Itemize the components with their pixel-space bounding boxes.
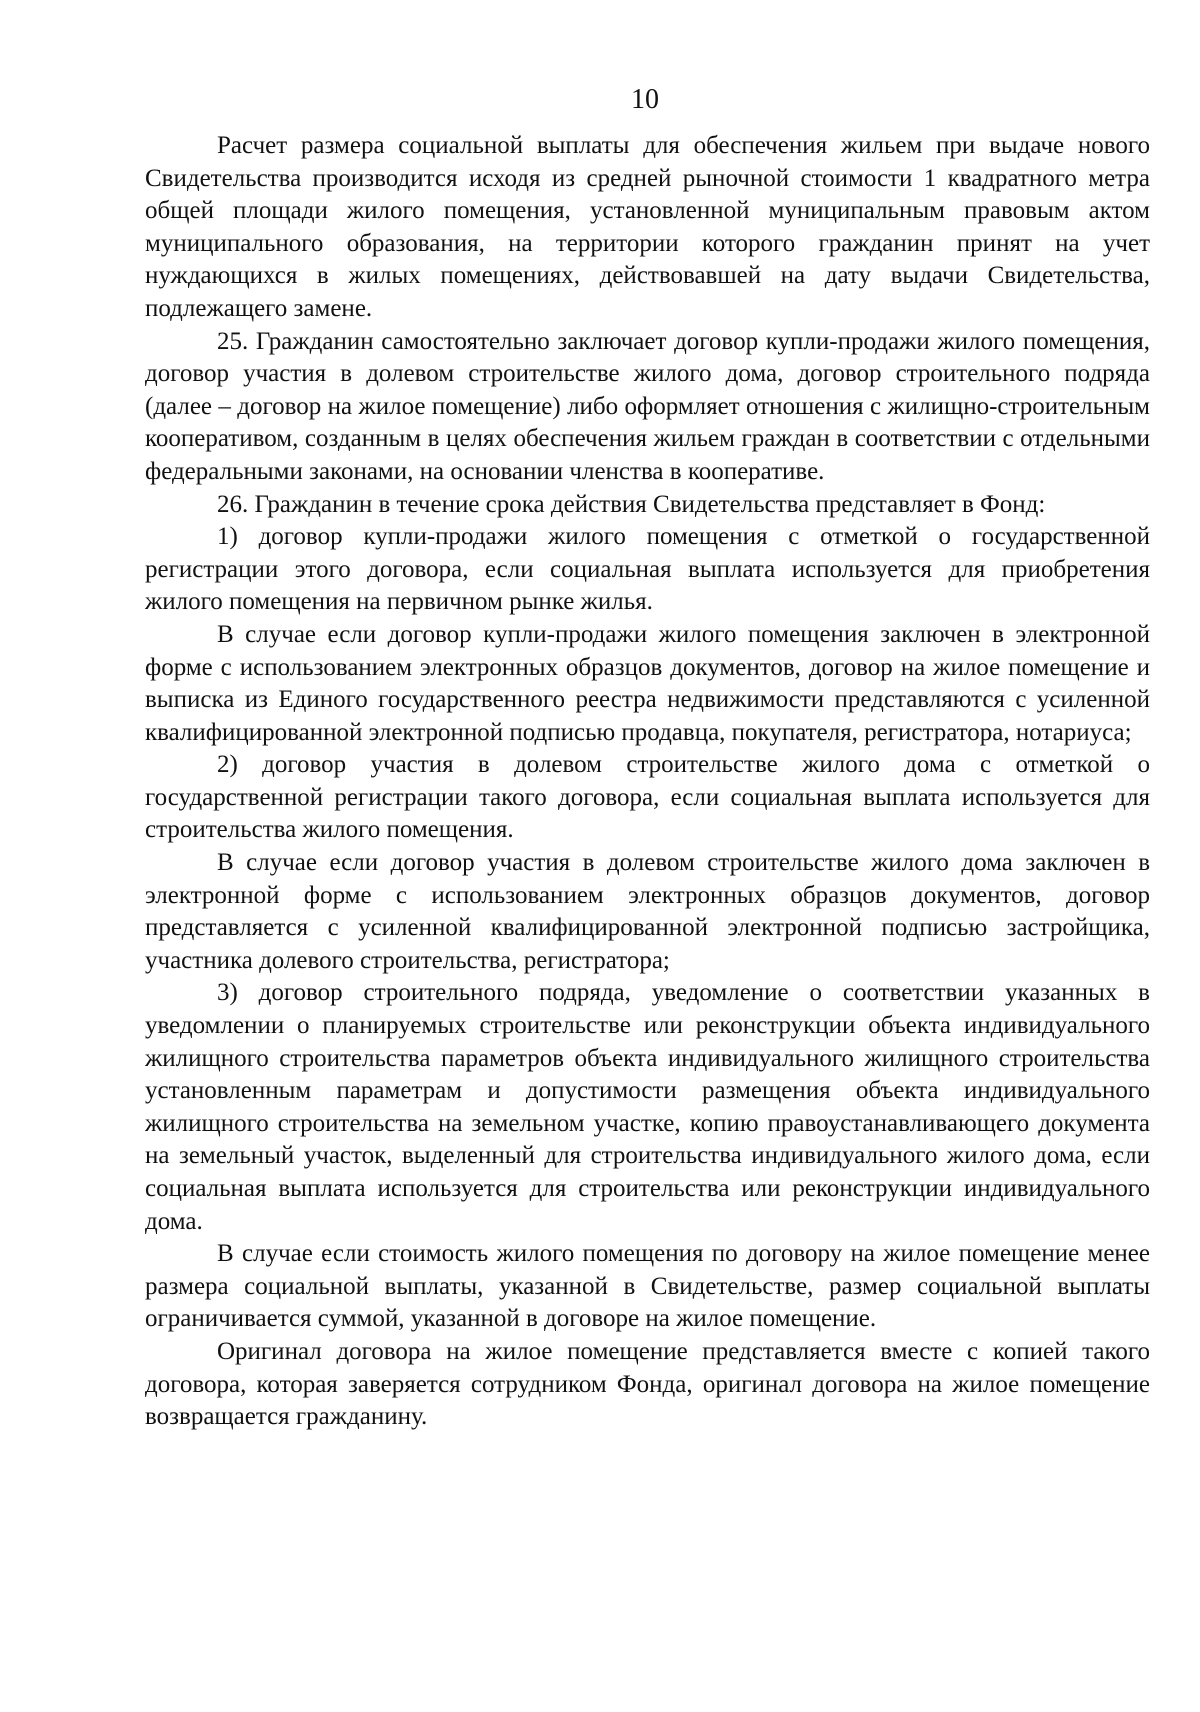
paragraph-electronic-equity-contract: В случае если договор участия в долевом строительстве жилого дома заключен в электронной форме с использованием электронных образцов документов, договор представляется с усиленной квалифицированной электронной подписью застройщика, участника долевого строительства, регистратора; [145, 849, 1150, 974]
paragraph-item-26: 26. Гражданин в течение срока действия Свидетельства представляет в Фонд: [217, 490, 1046, 518]
paragraph-subitem-2: 2) договор участия в долевом строительстве жилого дома с отметкой о государственной регистрации такого договора, если социальная выплата используется для строительства жилого помещения. [145, 751, 1150, 844]
paragraph-item-25: 25. Гражданин самостоятельно заключает договор купли-продажи жилого помещения, договор участия в долевом строительстве жилого дома, договор строительного подряда (далее – договор на жилое помещение) либо оформляет отношения с жилищно-строительным кооперативом, созданным в целях обеспечения жильем граждан в соответствии с отдельными федеральными законами, на основании членства в кооперативе. [145, 327, 1150, 485]
paragraph-subitem-1: 1) договор купли-продажи жилого помещения с отметкой о государственной регистрации этого договора, если социальная выплата используется для приобретения жилого помещения на первичном рынке жилья. [145, 523, 1150, 616]
document-body [145, 130, 1150, 1434]
paragraph-original-contract: Оригинал договора на жилое помещение представляется вместе с копией такого договора, которая заверяется сотрудником Фонда, оригинал договора на жилое помещение возвращается гражданину. [145, 1337, 1150, 1431]
paragraph-electronic-sale-contract: В случае если договор купли-продажи жилого помещения заключен в электронной форме с использованием электронных образцов документов, договор на жилое помещение и выписка из Единого государственного реестра недвижимости представляются с усиленной квалифицированной электронной подписью продавца, покупателя, регистратора, нотариуса; [145, 620, 1150, 746]
page-number: 10 [631, 84, 659, 115]
paragraph-replacement-calculation: Расчет размера социальной выплаты для обеспечения жильем при выдаче нового Свидетельства производится исходя из средней рыночной стоимости 1 квадратного метра общей площади жилого помещения, установленной муниципальным правовым актом муниципального образования, на территории которого гражданин принят на учет нуждающихся в жилых помещениях, действовавшей на дату выдачи Свидетельства, подлежащего замене. [145, 132, 1150, 322]
paragraph-subitem-3: 3) договор строительного подряда, уведомление о соответствии указанных в уведомлении о планируемых строительстве или реконструкции объекта индивидуального жилищного строительства параметров объекта индивидуального жилищного строительства установленным параметрам и допустимости размещения объекта индивидуального жилищного строительства на земельном участке, копию правоустанавливающего документа на земельный участок, выделенный для строительства индивидуального жилого дома, если социальная выплата используется для строительства или реконструкции индивидуального дома. [145, 979, 1150, 1235]
paragraph-cost-less-than-payment: В случае если стоимость жилого помещения по договору на жилое помещение менее размера социальной выплаты, указанной в Свидетельстве, размер социальной выплаты ограничивается суммой, указанной в договоре на жилое помещение. [145, 1240, 1150, 1333]
